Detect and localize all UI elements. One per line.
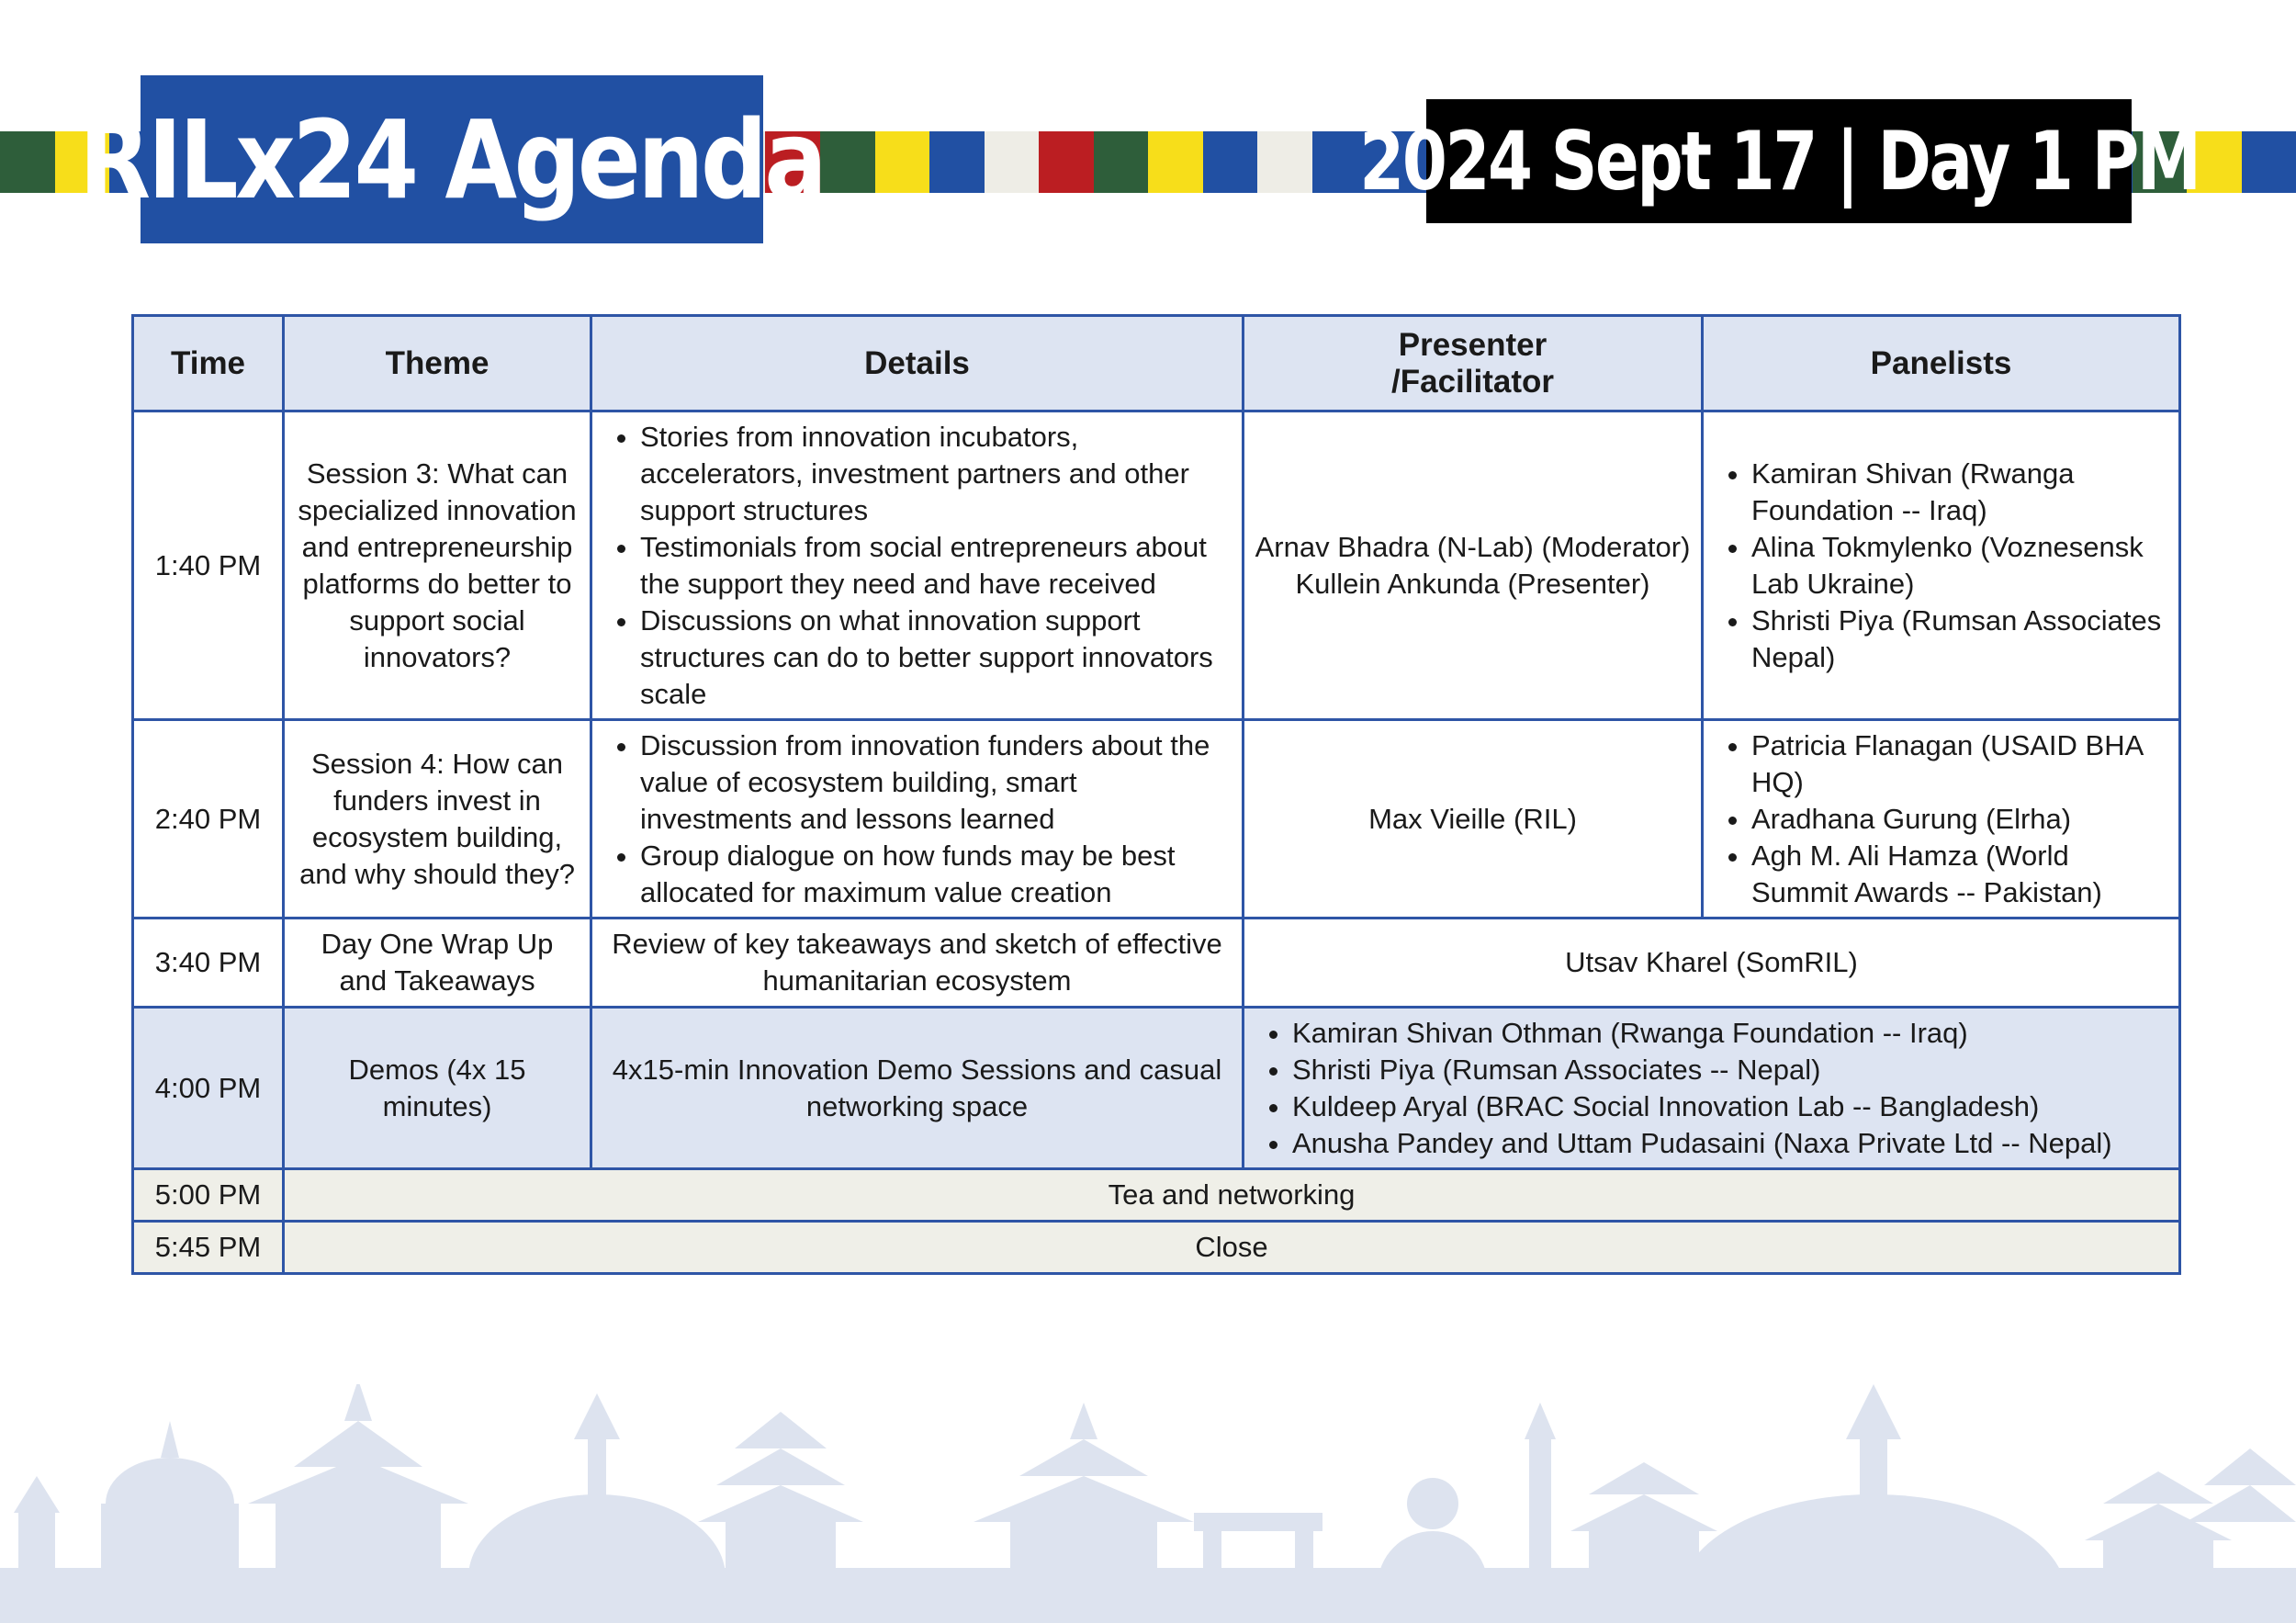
flag-blue [1203, 131, 1258, 193]
list-item: • Anusha Pandey and Uttam Pudasaini (Naxa Private Ltd -- Nepal) [1292, 1125, 2169, 1162]
header-panelists: Panelists [1703, 316, 2180, 411]
flag-green [1094, 131, 1149, 193]
list-item: • Kuldeep Aryal (BRAC Social Innovation Lab -- Bangladesh) [1292, 1088, 2169, 1125]
list-item: • Kamiran Shivan (Rwanga Foundation -- Iraq) [1751, 456, 2169, 529]
list-item: • Alina Tokmylenko (Voznesensk Lab Ukraine) [1751, 529, 2169, 603]
time-cell: 1:40 PM [133, 411, 284, 720]
panelists-list [1713, 456, 2169, 676]
list-item: • Testimonials from social entrepreneurs about the support they need and have received [640, 529, 1232, 603]
title-banner [79, 75, 825, 243]
agenda-table [131, 314, 2181, 1275]
header-presenter-line1: Presenter [1398, 326, 1548, 363]
list-item: • Group dialogue on how funds may be best allocated for maximum value creation [640, 838, 1232, 911]
presenter-cell [1244, 1008, 2180, 1169]
details-list [602, 419, 1232, 713]
time-cell: 3:40 PM [133, 919, 284, 1008]
date-label: 2024 Sept 17 | Day 1 PM [1358, 114, 2200, 209]
list-item: • Patricia Flanagan (USAID BHA HQ) [1751, 727, 2169, 801]
activity-cell: Tea and networking [284, 1169, 2180, 1222]
presenter-cell [1244, 411, 1703, 720]
details-list [602, 727, 1232, 911]
skyline-silhouette [0, 1384, 2296, 1623]
table-header-row [133, 316, 2180, 411]
flag-yellow [875, 131, 930, 193]
panelists-cell [1703, 411, 2180, 720]
details-cell [591, 411, 1244, 720]
list-item: • Kamiran Shivan Othman (Rwanga Foundation -- Iraq) [1292, 1015, 2169, 1052]
panelists-list [1713, 727, 2169, 911]
flag-white [985, 131, 1040, 193]
flag-green [820, 131, 875, 193]
header-theme: Theme [284, 316, 591, 411]
presenters-list [1254, 1015, 2169, 1162]
table-row [133, 411, 2180, 720]
flag-red [1039, 131, 1094, 193]
flag-blue [929, 131, 985, 193]
table-row [133, 720, 2180, 919]
presenter-moderator: Arnav Bhadra (N-Lab) (Moderator) [1255, 530, 1691, 563]
list-item: • Discussions on what innovation support structures can do to better support innovators scale [640, 603, 1232, 713]
list-item: • Discussion from innovation funders about the value of ecosystem building, smart investments and lessons learned [640, 727, 1232, 838]
list-item: • Shristi Piya (Rumsan Associates Nepal) [1751, 603, 2169, 676]
time-cell: 5:00 PM [133, 1169, 284, 1222]
activity-cell: Close [284, 1222, 2180, 1274]
details-cell: 4x15-min Innovation Demo Sessions and casual networking space [591, 1008, 1244, 1169]
date-banner [1358, 99, 2200, 223]
presenter-cell: Max Vieille (RIL) [1244, 720, 1703, 919]
table-row [133, 1008, 2180, 1169]
presenter-cell: Utsav Kharel (SomRIL) [1244, 919, 2180, 1008]
page-title: RILx24 Agenda [79, 96, 825, 223]
theme-cell: Demos (4x 15 minutes) [284, 1008, 591, 1169]
flag-green [0, 131, 55, 193]
list-item: • Stories from innovation incubators, accelerators, investment partners and other support structures [640, 419, 1232, 529]
header-details: Details [591, 316, 1244, 411]
flag-blue [2242, 131, 2296, 193]
list-item: • Agh M. Ali Hamza (World Summit Awards -- Pakistan) [1751, 838, 2169, 911]
skyline-illustration [0, 1384, 2296, 1623]
theme-cell: Day One Wrap Up and Takeaways [284, 919, 591, 1008]
theme-cell: Session 3: What can specialized innovation and entrepreneurship platforms do better to support social innovators? [284, 411, 591, 720]
table-row [133, 1169, 2180, 1222]
header-presenter [1244, 316, 1703, 411]
table-row [133, 919, 2180, 1008]
panelists-cell [1703, 720, 2180, 919]
flag-yellow [1148, 131, 1203, 193]
list-item: • Shristi Piya (Rumsan Associates -- Nepal) [1292, 1052, 2169, 1088]
theme-cell: Session 4: How can funders invest in ecosystem building, and why should they? [284, 720, 591, 919]
header-presenter-line2: /Facilitator [1391, 363, 1554, 400]
list-item: • Aradhana Gurung (Elrha) [1751, 801, 2169, 838]
time-cell: 5:45 PM [133, 1222, 284, 1274]
details-cell [591, 720, 1244, 919]
table-row [133, 1222, 2180, 1274]
time-cell: 4:00 PM [133, 1008, 284, 1169]
flag-white [1257, 131, 1312, 193]
details-cell: Review of key takeaways and sketch of effective humanitarian ecosystem [591, 919, 1244, 1008]
header-time: Time [133, 316, 284, 411]
presenter-presenter: Kullein Ankunda (Presenter) [1295, 567, 1650, 600]
time-cell: 2:40 PM [133, 720, 284, 919]
